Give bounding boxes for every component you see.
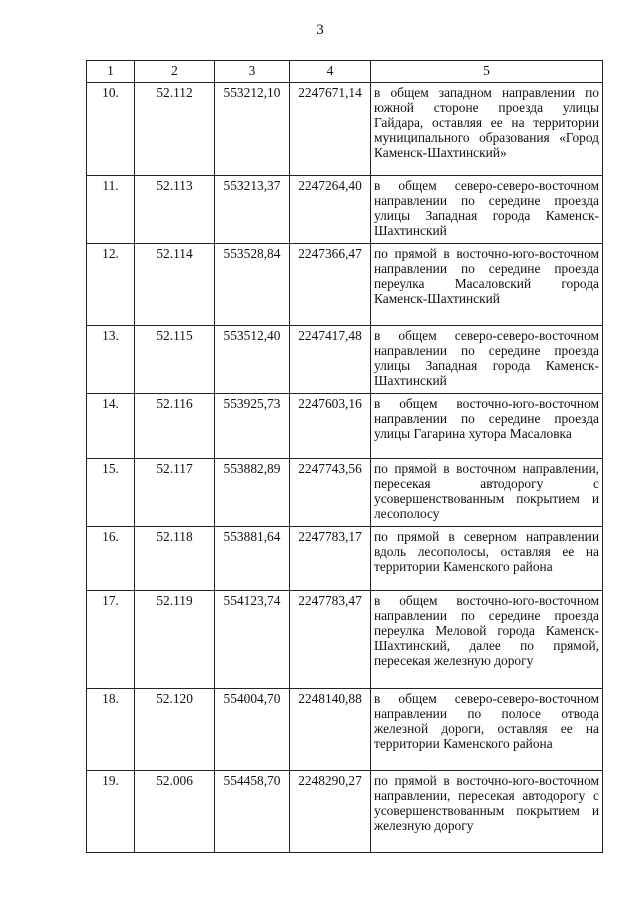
row-number: 19. [87,771,135,853]
route-description: в общем восточно-юго-восточном направлении по середине проезда переулка Меловой города Каменск-Шахтинский, далее по прямой, пересекая железную дорогу [371,591,603,689]
coordinate-x: 554004,70 [215,689,290,771]
route-description: по прямой в северном направлении вдоль лесополосы, оставляя ее на территории Каменского района [371,527,603,591]
coordinate-x: 554123,74 [215,591,290,689]
row-number: 13. [87,326,135,394]
column-header-5: 5 [371,61,603,83]
table-row [87,527,603,591]
point-code: 52.112 [135,83,215,176]
coordinate-y: 2247783,47 [290,591,371,689]
coordinate-y: 2248290,27 [290,771,371,853]
route-description: по прямой в восточно-юго-восточном направлении, пересекая автодорогу с усовершенствованным покрытием и железную дорогу [371,771,603,853]
route-description: по прямой в восточном направлении, пересекая автодорогу с усовершенствованным покрытием и лесополосу [371,459,603,527]
table-row [87,394,603,459]
coordinate-x: 553512,40 [215,326,290,394]
coordinate-y: 2247366,47 [290,244,371,326]
coordinate-x: 553528,84 [215,244,290,326]
point-code: 52.116 [135,394,215,459]
table-row [87,326,603,394]
route-description: по прямой в восточно-юго-восточном направлении по середине проезда переулка Масаловский города Каменск-Шахтинский [371,244,603,326]
point-code: 52.006 [135,771,215,853]
column-header-3: 3 [215,61,290,83]
route-description: в общем северо-северо-восточном направлении по полосе отвода железной дороги, оставляя ее на территории Каменского района [371,689,603,771]
column-header-1: 1 [87,61,135,83]
point-code: 52.119 [135,591,215,689]
row-number: 16. [87,527,135,591]
row-number: 12. [87,244,135,326]
coordinate-x: 554458,70 [215,771,290,853]
coordinate-x: 553881,64 [215,527,290,591]
coordinate-y: 2247603,16 [290,394,371,459]
row-number: 10. [87,83,135,176]
route-description: в общем западном направлении по южной стороне проезда улицы Гайдара, оставляя ее на территории муниципального образования «Город Каменск-Шахтинский» [371,83,603,176]
point-code: 52.114 [135,244,215,326]
point-code: 52.113 [135,176,215,244]
coordinate-x: 553925,73 [215,394,290,459]
route-description: в общем северо-северо-восточном направлении по середине проезда улицы Западная города Каменск-Шахтинский [371,176,603,244]
coordinate-y: 2247671,14 [290,83,371,176]
route-description: в общем северо-северо-восточном направлении по середине проезда улицы Западная города Каменск-Шахтинский [371,326,603,394]
table-row [87,176,603,244]
table-row [87,459,603,527]
table-row [87,83,603,176]
table-row [87,689,603,771]
table-row [87,771,603,853]
point-code: 52.117 [135,459,215,527]
boundary-points-table [86,60,603,853]
coordinate-y: 2247417,48 [290,326,371,394]
route-description: в общем восточно-юго-восточном направлении по середине проезда улицы Гагарина хутора Масаловка [371,394,603,459]
point-code: 52.118 [135,527,215,591]
column-header-4: 4 [290,61,371,83]
coordinate-x: 553882,89 [215,459,290,527]
coordinate-y: 2247743,56 [290,459,371,527]
coordinate-y: 2248140,88 [290,689,371,771]
row-number: 11. [87,176,135,244]
row-number: 14. [87,394,135,459]
point-code: 52.115 [135,326,215,394]
table-row [87,591,603,689]
point-code: 52.120 [135,689,215,771]
page-number: 3 [316,22,324,38]
coordinate-x: 553213,37 [215,176,290,244]
row-number: 18. [87,689,135,771]
column-header-2: 2 [135,61,215,83]
row-number: 17. [87,591,135,689]
row-number: 15. [87,459,135,527]
table-row [87,244,603,326]
header-row [87,61,603,83]
coordinate-x: 553212,10 [215,83,290,176]
coordinate-y: 2247264,40 [290,176,371,244]
coordinate-y: 2247783,17 [290,527,371,591]
